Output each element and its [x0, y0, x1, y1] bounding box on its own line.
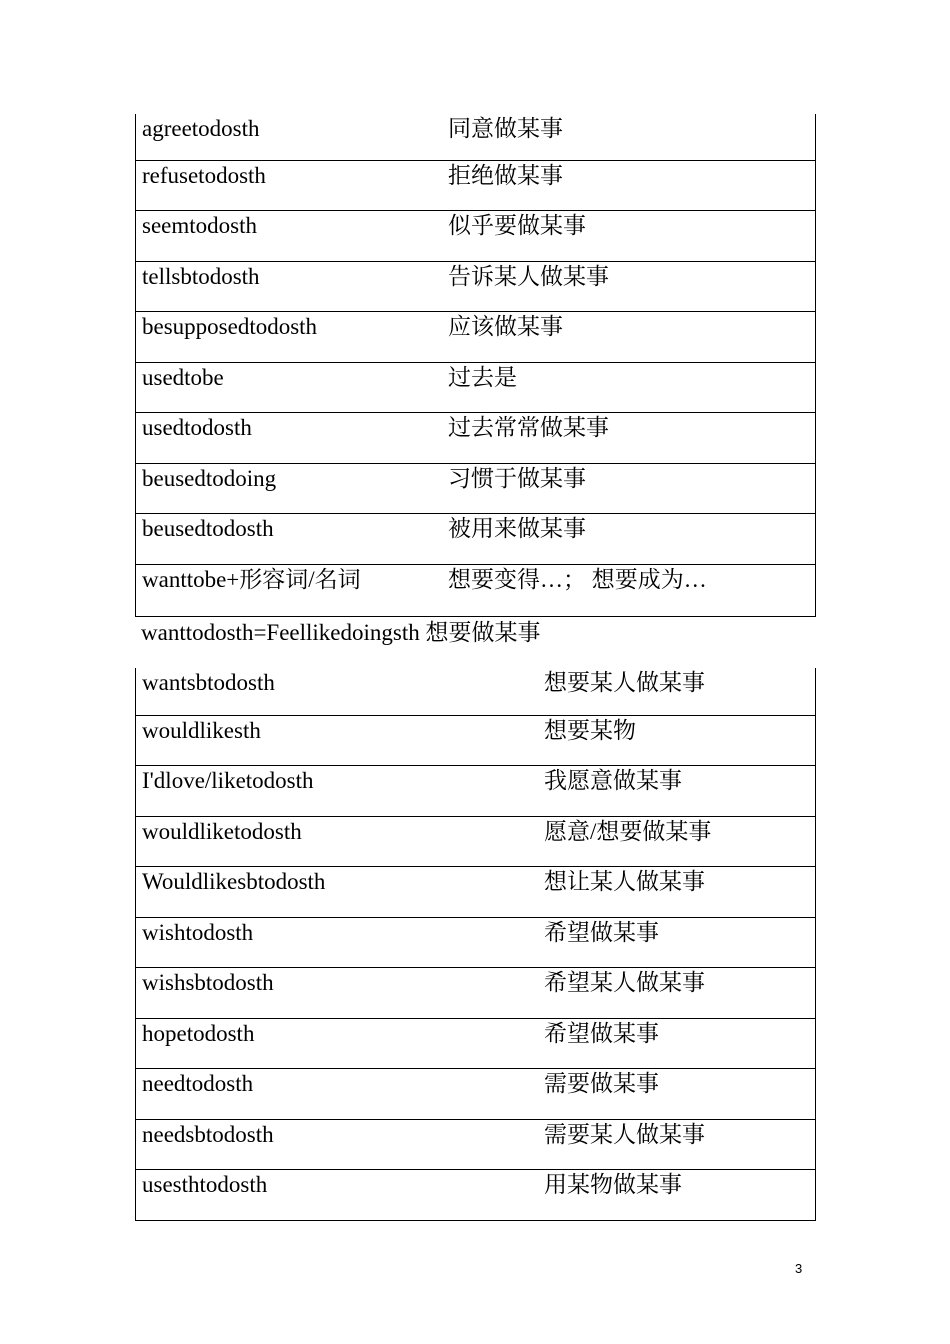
meaning-cell: 想要变得…； 想要成为… [442, 564, 816, 616]
meaning-cell: 拒绝做某事 [442, 160, 816, 210]
meaning-cell: 希望做某事 [538, 917, 816, 967]
table-row [136, 1068, 816, 1119]
table-row [136, 816, 816, 866]
meaning-cell: 需要做某事 [538, 1068, 816, 1119]
table-row [136, 261, 816, 311]
meaning-cell: 用某物做某事 [538, 1169, 816, 1220]
phrase-cell: beusedtodosth [136, 513, 443, 564]
table-row [136, 210, 816, 261]
table-row [136, 513, 816, 564]
phrase-cell: agreetodosth [136, 114, 443, 160]
phrase-table-1-body [136, 114, 816, 616]
table-row [136, 866, 816, 917]
table-row [136, 765, 816, 816]
table-row [136, 1169, 816, 1220]
meaning-cell: 告诉某人做某事 [442, 261, 816, 311]
table-row [136, 1018, 816, 1068]
phrase-cell: Wouldlikesbtodosth [136, 866, 539, 917]
table-row [136, 917, 816, 967]
phrase-cell: wishsbtodosth [136, 967, 539, 1018]
phrase-cell: needtodosth [136, 1068, 539, 1119]
phrase-cell: beusedtodoing [136, 463, 443, 513]
phrase-cell: I'dlove/liketodosth [136, 765, 539, 816]
meaning-cell: 希望某人做某事 [538, 967, 816, 1018]
phrase-cell: wishtodosth [136, 917, 539, 967]
table-row [136, 160, 816, 210]
phrase-cell: hopetodosth [136, 1018, 539, 1068]
phrase-cell: usedtobe [136, 362, 443, 412]
phrase-cell: needsbtodosth [136, 1119, 539, 1169]
phrase-cell: wantsbtodosth [136, 668, 539, 715]
meaning-cell: 愿意/想要做某事 [538, 816, 816, 866]
phrase-line: wanttodosth=Feellikedoingsth 想要做某事 [141, 620, 541, 645]
meaning-cell: 过去常常做某事 [442, 412, 816, 463]
meaning-cell: 似乎要做某事 [442, 210, 816, 261]
meaning-cell: 习惯于做某事 [442, 463, 816, 513]
phrase-table-2 [135, 668, 816, 1221]
phrase-table-1 [135, 114, 816, 617]
phrase-cell: seemtodosth [136, 210, 443, 261]
phrase-table-2-body [136, 668, 816, 1220]
meaning-cell: 被用来做某事 [442, 513, 816, 564]
page-number: 3 [795, 1261, 803, 1276]
table-row [136, 311, 816, 362]
table-row [136, 715, 816, 765]
table-row [136, 463, 816, 513]
meaning-cell: 希望做某事 [538, 1018, 816, 1068]
table-row [136, 564, 816, 616]
table-row [136, 967, 816, 1018]
table-row [136, 1119, 816, 1169]
meaning-cell: 我愿意做某事 [538, 765, 816, 816]
phrase-cell: wouldlikesth [136, 715, 539, 765]
meaning-cell: 需要某人做某事 [538, 1119, 816, 1169]
table-row [136, 412, 816, 463]
phrase-cell: wouldliketodosth [136, 816, 539, 866]
phrase-cell: tellsbtodosth [136, 261, 443, 311]
meaning-cell: 应该做某事 [442, 311, 816, 362]
phrase-cell: usedtodosth [136, 412, 443, 463]
table-row [136, 362, 816, 412]
table-row [136, 114, 816, 160]
phrase-cell: besupposedtodosth [136, 311, 443, 362]
meaning-cell: 想让某人做某事 [538, 866, 816, 917]
meaning-cell: 想要某物 [538, 715, 816, 765]
meaning-cell: 同意做某事 [442, 114, 816, 160]
phrase-cell: usesthtodosth [136, 1169, 539, 1220]
table-row [136, 668, 816, 715]
phrase-cell: wanttobe+形容词/名词 [136, 564, 443, 616]
meaning-cell: 过去是 [442, 362, 816, 412]
phrase-cell: refusetodosth [136, 160, 443, 210]
meaning-cell: 想要某人做某事 [538, 668, 816, 715]
